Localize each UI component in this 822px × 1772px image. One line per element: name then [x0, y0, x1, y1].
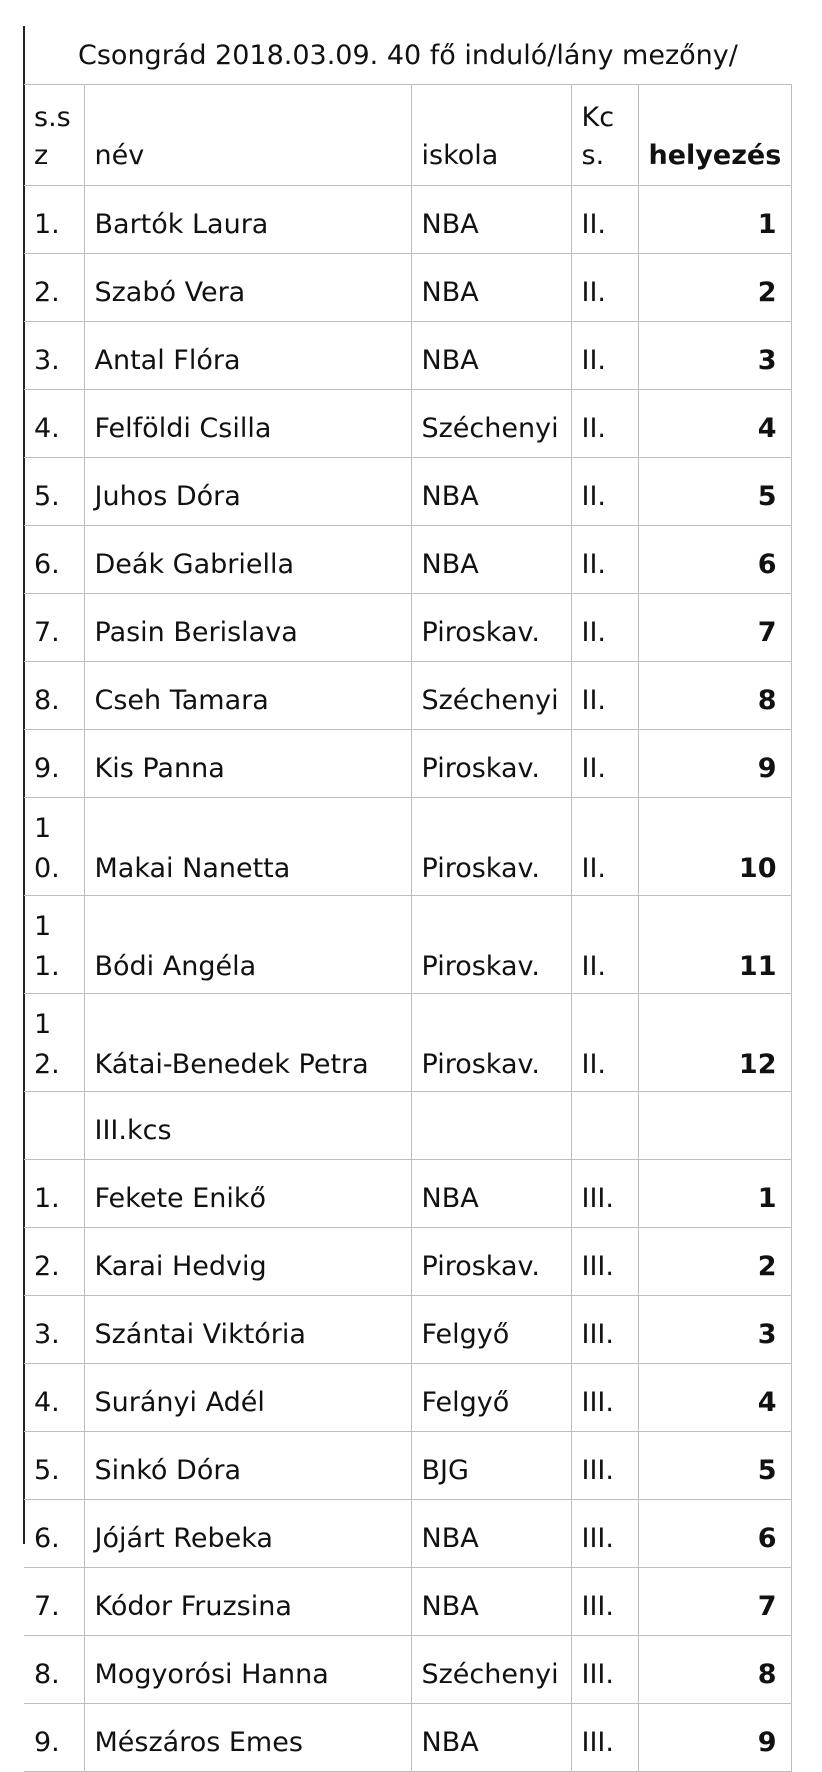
cell-iskola: NBA — [411, 458, 571, 526]
cell-helyezes: 8 — [638, 662, 791, 730]
cell-iskola: NBA — [411, 1704, 571, 1772]
cell-helyezes: 11 — [638, 896, 791, 994]
header-helyezes: helyezés — [638, 85, 791, 186]
group-label: III.kcs — [84, 1092, 411, 1160]
cell-iskola: NBA — [411, 1500, 571, 1568]
cell-iskola: Piroskav. — [411, 896, 571, 994]
cell-nev: Surányi Adél — [84, 1364, 411, 1432]
cell-iskola: BJG — [411, 1432, 571, 1500]
cell-iskola: Piroskav. — [411, 798, 571, 896]
table-row — [24, 1296, 791, 1364]
table-row — [24, 526, 791, 594]
cell-nev: Cseh Tamara — [84, 662, 411, 730]
table-row — [24, 254, 791, 322]
cell-nev: Kódor Fruzsina — [84, 1568, 411, 1636]
cell-helyezes: 5 — [638, 1432, 791, 1500]
page-title: Csongrád 2018.03.09. 40 fő induló/lány mezőny/ — [78, 40, 738, 71]
cell-ssz: 7. — [24, 1568, 84, 1636]
table-row — [24, 322, 791, 390]
cell-ssz: 5. — [24, 1432, 84, 1500]
cell-kcs: III. — [571, 1228, 638, 1296]
cell-helyezes: 6 — [638, 526, 791, 594]
cell-iskola: Felgyő — [411, 1364, 571, 1432]
cell-ssz: 2. — [24, 1228, 84, 1296]
header-nev: név — [84, 85, 411, 186]
header-ssz: s.sz — [24, 85, 84, 186]
cell-ssz: 9. — [24, 1704, 84, 1772]
cell-helyezes: 8 — [638, 1636, 791, 1704]
empty-cell — [24, 1092, 84, 1160]
cell-kcs: II. — [571, 254, 638, 322]
header-kcs: Kcs. — [571, 85, 638, 186]
cell-iskola: NBA — [411, 254, 571, 322]
table-row — [24, 1704, 791, 1772]
cell-nev: Pasin Berislava — [84, 594, 411, 662]
table-row — [24, 1636, 791, 1704]
cell-nev: Karai Hedvig — [84, 1228, 411, 1296]
table-row — [24, 730, 791, 798]
cell-iskola: Felgyő — [411, 1296, 571, 1364]
cell-kcs: II. — [571, 994, 638, 1092]
cell-ssz: 4. — [24, 1364, 84, 1432]
cell-ssz: 1. — [24, 186, 84, 254]
cell-helyezes: 3 — [638, 322, 791, 390]
cell-kcs: II. — [571, 594, 638, 662]
cell-helyezes: 2 — [638, 254, 791, 322]
cell-helyezes: 9 — [638, 730, 791, 798]
cell-helyezes: 2 — [638, 1228, 791, 1296]
cell-kcs: III. — [571, 1432, 638, 1500]
empty-cell — [571, 1092, 638, 1160]
table-row — [24, 1432, 791, 1500]
cell-helyezes: 4 — [638, 390, 791, 458]
table-row — [24, 1500, 791, 1568]
cell-nev: Kátai-Benedek Petra — [84, 994, 411, 1092]
cell-nev: Juhos Dóra — [84, 458, 411, 526]
cell-kcs: III. — [571, 1568, 638, 1636]
group-label-row — [24, 1092, 791, 1160]
cell-nev: Felföldi Csilla — [84, 390, 411, 458]
cell-kcs: II. — [571, 390, 638, 458]
cell-kcs: II. — [571, 798, 638, 896]
table-row — [24, 896, 791, 994]
cell-ssz: 9. — [24, 730, 84, 798]
cell-kcs: III. — [571, 1636, 638, 1704]
cell-helyezes: 10 — [638, 798, 791, 896]
table-row — [24, 594, 791, 662]
cell-helyezes: 4 — [638, 1364, 791, 1432]
cell-nev: Mogyorósi Hanna — [84, 1636, 411, 1704]
cell-kcs: III. — [571, 1364, 638, 1432]
table-row — [24, 994, 791, 1092]
table-row — [24, 1568, 791, 1636]
cell-nev: Makai Nanetta — [84, 798, 411, 896]
results-table — [24, 84, 792, 1772]
empty-cell — [411, 1092, 571, 1160]
cell-helyezes: 7 — [638, 594, 791, 662]
cell-kcs: III. — [571, 1160, 638, 1228]
cell-kcs: III. — [571, 1500, 638, 1568]
cell-ssz: 6. — [24, 526, 84, 594]
cell-ssz: 4. — [24, 390, 84, 458]
cell-iskola: NBA — [411, 1568, 571, 1636]
table-row — [24, 458, 791, 526]
cell-nev: Sinkó Dóra — [84, 1432, 411, 1500]
table-row — [24, 390, 791, 458]
cell-kcs: II. — [571, 526, 638, 594]
empty-cell — [638, 1092, 791, 1160]
cell-nev: Szántai Viktória — [84, 1296, 411, 1364]
cell-ssz: 2. — [24, 254, 84, 322]
cell-iskola: NBA — [411, 1160, 571, 1228]
cell-helyezes: 9 — [638, 1704, 791, 1772]
cell-ssz: 12. — [24, 994, 84, 1092]
cell-nev: Bartók Laura — [84, 186, 411, 254]
table-row — [24, 1228, 791, 1296]
results-table-body — [24, 85, 791, 1772]
cell-ssz: 5. — [24, 458, 84, 526]
cell-ssz: 1. — [24, 1160, 84, 1228]
cell-kcs: II. — [571, 896, 638, 994]
cell-ssz: 7. — [24, 594, 84, 662]
cell-helyezes: 6 — [638, 1500, 791, 1568]
cell-helyezes: 5 — [638, 458, 791, 526]
cell-nev: Kis Panna — [84, 730, 411, 798]
cell-helyezes: 3 — [638, 1296, 791, 1364]
table-row — [24, 798, 791, 896]
table-row — [24, 186, 791, 254]
cell-iskola: Piroskav. — [411, 594, 571, 662]
cell-iskola: Piroskav. — [411, 994, 571, 1092]
cell-nev: Bódi Angéla — [84, 896, 411, 994]
cell-iskola: Piroskav. — [411, 730, 571, 798]
cell-nev: Antal Flóra — [84, 322, 411, 390]
cell-kcs: II. — [571, 186, 638, 254]
cell-ssz: 3. — [24, 322, 84, 390]
cell-iskola: NBA — [411, 322, 571, 390]
cell-ssz: 8. — [24, 1636, 84, 1704]
cell-nev: Mészáros Emes — [84, 1704, 411, 1772]
cell-kcs: II. — [571, 458, 638, 526]
cell-helyezes: 1 — [638, 1160, 791, 1228]
cell-nev: Deák Gabriella — [84, 526, 411, 594]
cell-ssz: 6. — [24, 1500, 84, 1568]
cell-nev: Jójárt Rebeka — [84, 1500, 411, 1568]
table-row — [24, 1160, 791, 1228]
cell-iskola: NBA — [411, 186, 571, 254]
cell-nev: Szabó Vera — [84, 254, 411, 322]
cell-helyezes: 12 — [638, 994, 791, 1092]
table-row — [24, 662, 791, 730]
cell-kcs: III. — [571, 1296, 638, 1364]
cell-kcs: III. — [571, 1704, 638, 1772]
cell-iskola: Széchenyi — [411, 1636, 571, 1704]
cell-kcs: II. — [571, 730, 638, 798]
cell-iskola: Széchenyi — [411, 390, 571, 458]
cell-iskola: Piroskav. — [411, 1228, 571, 1296]
cell-helyezes: 7 — [638, 1568, 791, 1636]
cell-ssz: 3. — [24, 1296, 84, 1364]
cell-kcs: II. — [571, 662, 638, 730]
cell-ssz: 8. — [24, 662, 84, 730]
cell-ssz: 10. — [24, 798, 84, 896]
header-iskola: iskola — [411, 85, 571, 186]
cell-iskola: Széchenyi — [411, 662, 571, 730]
cell-ssz: 11. — [24, 896, 84, 994]
cell-nev: Fekete Enikő — [84, 1160, 411, 1228]
cell-iskola: NBA — [411, 526, 571, 594]
table-row — [24, 1364, 791, 1432]
header-row — [24, 85, 791, 186]
cell-kcs: II. — [571, 322, 638, 390]
cell-helyezes: 1 — [638, 186, 791, 254]
